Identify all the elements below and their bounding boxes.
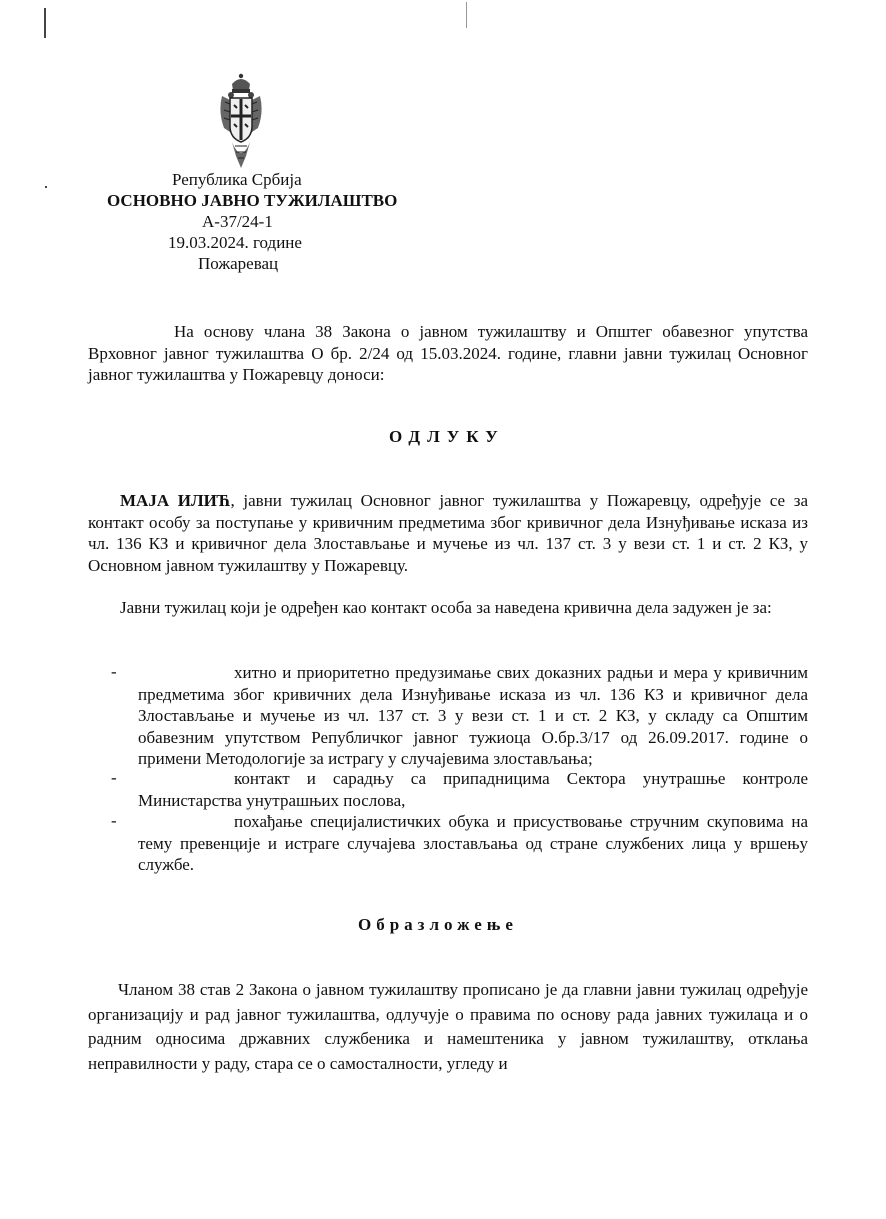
office-name: ОСНОВНО ЈАВНО ТУЖИЛАШТВО <box>107 191 398 210</box>
intro-paragraph: На основу члана 38 Закона о јавном тужилаштву и Општег обавезног упутства Врховног јавног тужилаштва О бр. 2/24 од 15.03.2024. године, главни јавни тужилац Основног јавног тужилаштва у Пожаревцу доноси: <box>88 322 808 384</box>
header-date: 19.03.2024. године <box>168 233 302 252</box>
decision-paragraph <box>88 490 808 576</box>
duties-intro: Јавни тужилац који је одређен као контакт особа за наведена кривична дела задужен је за: <box>120 598 772 617</box>
prosecutor-name: МАЈА ИЛИЋ <box>120 491 231 510</box>
header-country: Република Србија <box>172 170 302 189</box>
decision-text: , јавни тужилац Основног јавног тужилаштва у Пожаревцу, одређује се за контакт особу за поступање у кривичним предметима због кривичног дела Изнуђивање исказа из чл. 136 КЗ и кривичног дела Злостављање и мучење из чл. 137 ст. 3 у вези ст. 1 и ст. 2 КЗ, у Основном јавном тужилаштву у Пожаревцу. <box>88 491 809 575</box>
decision-title: ОДЛУКУ <box>389 427 505 446</box>
reasoning-paragraph: Чланом 38 став 2 Закона о јавном тужилаштву прописано је да главни јавни тужилац одређује организацију и рад јавног тужилаштва, одлучује о правима по основу рада јавних тужилаца и о радним односима државних службеника и намештеника у јавном тужилаштву, отклања неправилности у раду, стара се о самосталности, угледу и <box>88 980 808 1073</box>
scan-mark <box>45 186 47 188</box>
scan-mark <box>466 2 467 28</box>
list-dash: - <box>111 811 117 830</box>
duty-item: хитно и приоритетно предузимање свих доказних радњи и мера у кривичним предметима због кривичних дела Изнуђивање исказа из чл. 136 КЗ и кривичног дела Злостављање и мучење из чл. 137 ст. 3 у вези ст. 1 и ст. 2 КЗ, у складу са Општим обавезним упутством Републичког јавног тужиоца О.бр.3/17 од 26.09.2017. године о примени Методологије за истрагу у случајевима злостављања; <box>138 663 808 768</box>
reasoning-title: Образложење <box>358 915 518 934</box>
list-dash: - <box>111 662 117 681</box>
list-dash: - <box>111 768 117 787</box>
duty-item: похађање специјалистичких обука и присуствовање стручним скуповима на тему превенције и истраге случајева злостављања од стране службених лица у вршењу службе. <box>138 812 808 874</box>
header-office <box>107 190 397 211</box>
scan-mark <box>44 8 46 38</box>
header-case-number: А-37/24-1 <box>202 212 273 231</box>
header-city: Пожаревац <box>198 254 279 273</box>
serbian-coat-of-arms-icon <box>216 72 266 170</box>
duty-item: контакт и сарадњу са припадницима Сектора унутрашње контроле Министарства унутрашњих послова, <box>138 769 808 810</box>
